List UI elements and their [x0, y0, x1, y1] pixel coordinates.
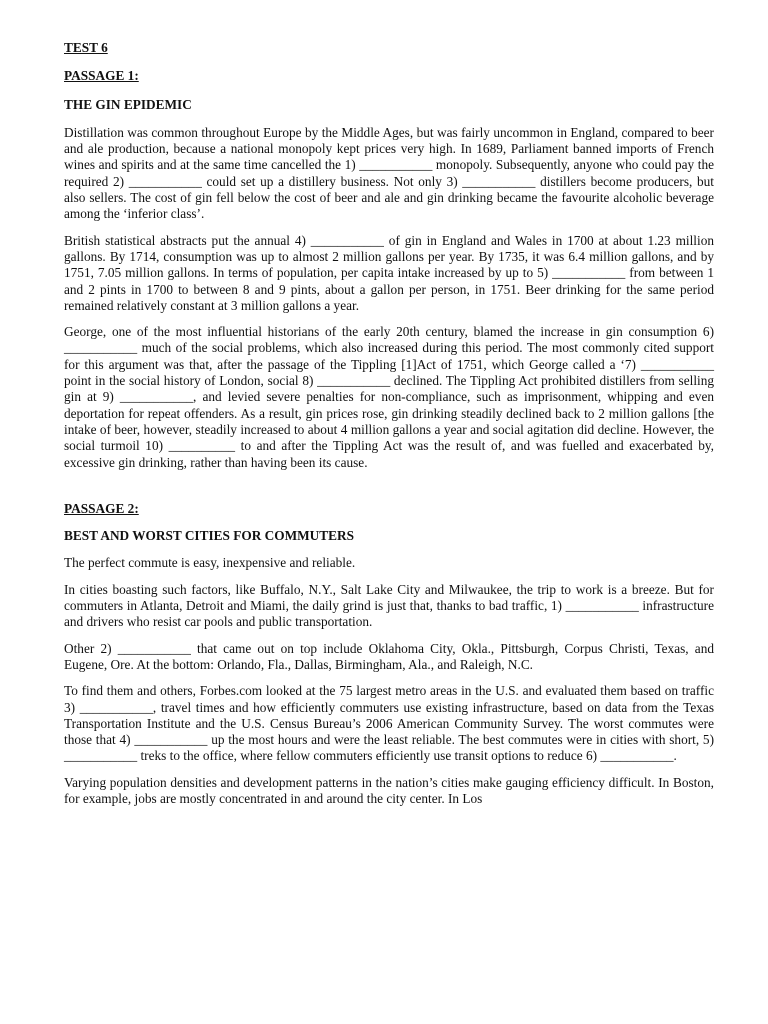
- passage-2-title: BEST AND WORST CITIES FOR COMMUTERS: [64, 528, 355, 544]
- passage-2-paragraph: In cities boasting such factors, like Buffalo, N.Y., Salt Lake City and Milwaukee, the trip to work is a breeze. But for commuters in Atlanta, Detroit and Miami, the daily grind is just that, thanks to bad traffic, 1) ___________ infrastructure and drivers who resist car pools and public transportation.: [64, 581, 714, 630]
- passage-1-paragraph: British statistical abstracts put the annual 4) ___________ of gin in England and Wales in 1700 at about 1.23 million gallons. By 1714, consumption was up to almost 2 million gallons per year. By 1735, it was 6.4 million gallons, and by 1751, 7.05 million gallons. In terms of population, per capita intake increased by up to 5) ___________ from between 1 and 2 pints in 1700 to between 8 and 9 pints, about a gallon per person, in 1751. Beer drinking for the same period remained relatively constant at 3 million gallons a year.: [64, 232, 714, 313]
- passage-2-paragraph: Varying population densities and development patterns in the nation’s cities make gauging efficiency difficult. In Boston, for example, jobs are mostly concentrated in and around the city center. In Los: [64, 774, 714, 806]
- passage-2-paragraph: To find them and others, Forbes.com looked at the 75 largest metro areas in the U.S. and evaluated them based on traffic 3) ___________, travel times and how efficiently commuters use existing infrastructure, based on data from the Texas Transportation Institute and the U.S. Census Bureau’s 2006 American Community Survey. The worst commutes were those that 4) ___________ up the most hours and were the least reliable. The best commutes were in cities with short, 5) ___________ treks to the office, where fellow commuters efficiently use transit options to reduce 6) ___________.: [64, 683, 714, 764]
- passage-1-label: PASSAGE 1:: [64, 68, 139, 84]
- test-label: TEST 6: [64, 40, 108, 55]
- passage-1-paragraph: George, one of the most influential historians of the early 20th century, blamed the increase in gin consumption 6) ___________ much of the social problems, which also increased during this period. The most commonly cited support for this argument was that, after the passage of the Tippling [1]Act of 1751, which George called a ‘7) ___________ point in the social history of London, social 8) ___________ declined. The Tippling Act prohibited distillers from selling gin at 9) ___________, and levied severe penalties for non-compliance, such as imprisonment, whipping and even deportation for repeat offenders. As a result, gin prices rose, gin drinking steadily declined back to 2 million gallons [the intake of beer, however, steadily increased to about 4 million gallons a year and social agitation did decline. However, the social turmoil 10) __________ to and after the Tippling Act was the result of, and was fuelled and exacerbated by, excessive gin drinking, rather than having been its cause.: [64, 324, 714, 470]
- passage-2-paragraph: The perfect commute is easy, inexpensive and reliable.: [64, 555, 356, 571]
- passage-1-paragraph: Distillation was common throughout Europe by the Middle Ages, but was fairly uncommon in England, compared to beer and ale production, because a national monopoly kept prices very high. In 1689, Parliament banned imports of French wines and spirits and at the same time cancelled the 1) ___________ monopoly. Subsequently, anyone who could pay the required 2) ___________ could set up a distillery business. Not only 3) ___________ distillers become producers, but also sellers. The cost of gin fell below the cost of beer and ale and gin drinking became the favourite alcoholic beverage among the ‘inferior class’.: [64, 124, 714, 222]
- passage-2-paragraph: Other 2) ___________ that came out on top include Oklahoma City, Okla., Pittsburgh, Corpus Christi, Texas, and Eugene, Ore. At the bottom: Orlando, Fla., Dallas, Birmingham, Ala., and Raleigh, N.C.: [64, 640, 714, 672]
- passage-2-label: PASSAGE 2:: [64, 500, 139, 516]
- passage-1-title: THE GIN EPIDEMIC: [64, 96, 192, 112]
